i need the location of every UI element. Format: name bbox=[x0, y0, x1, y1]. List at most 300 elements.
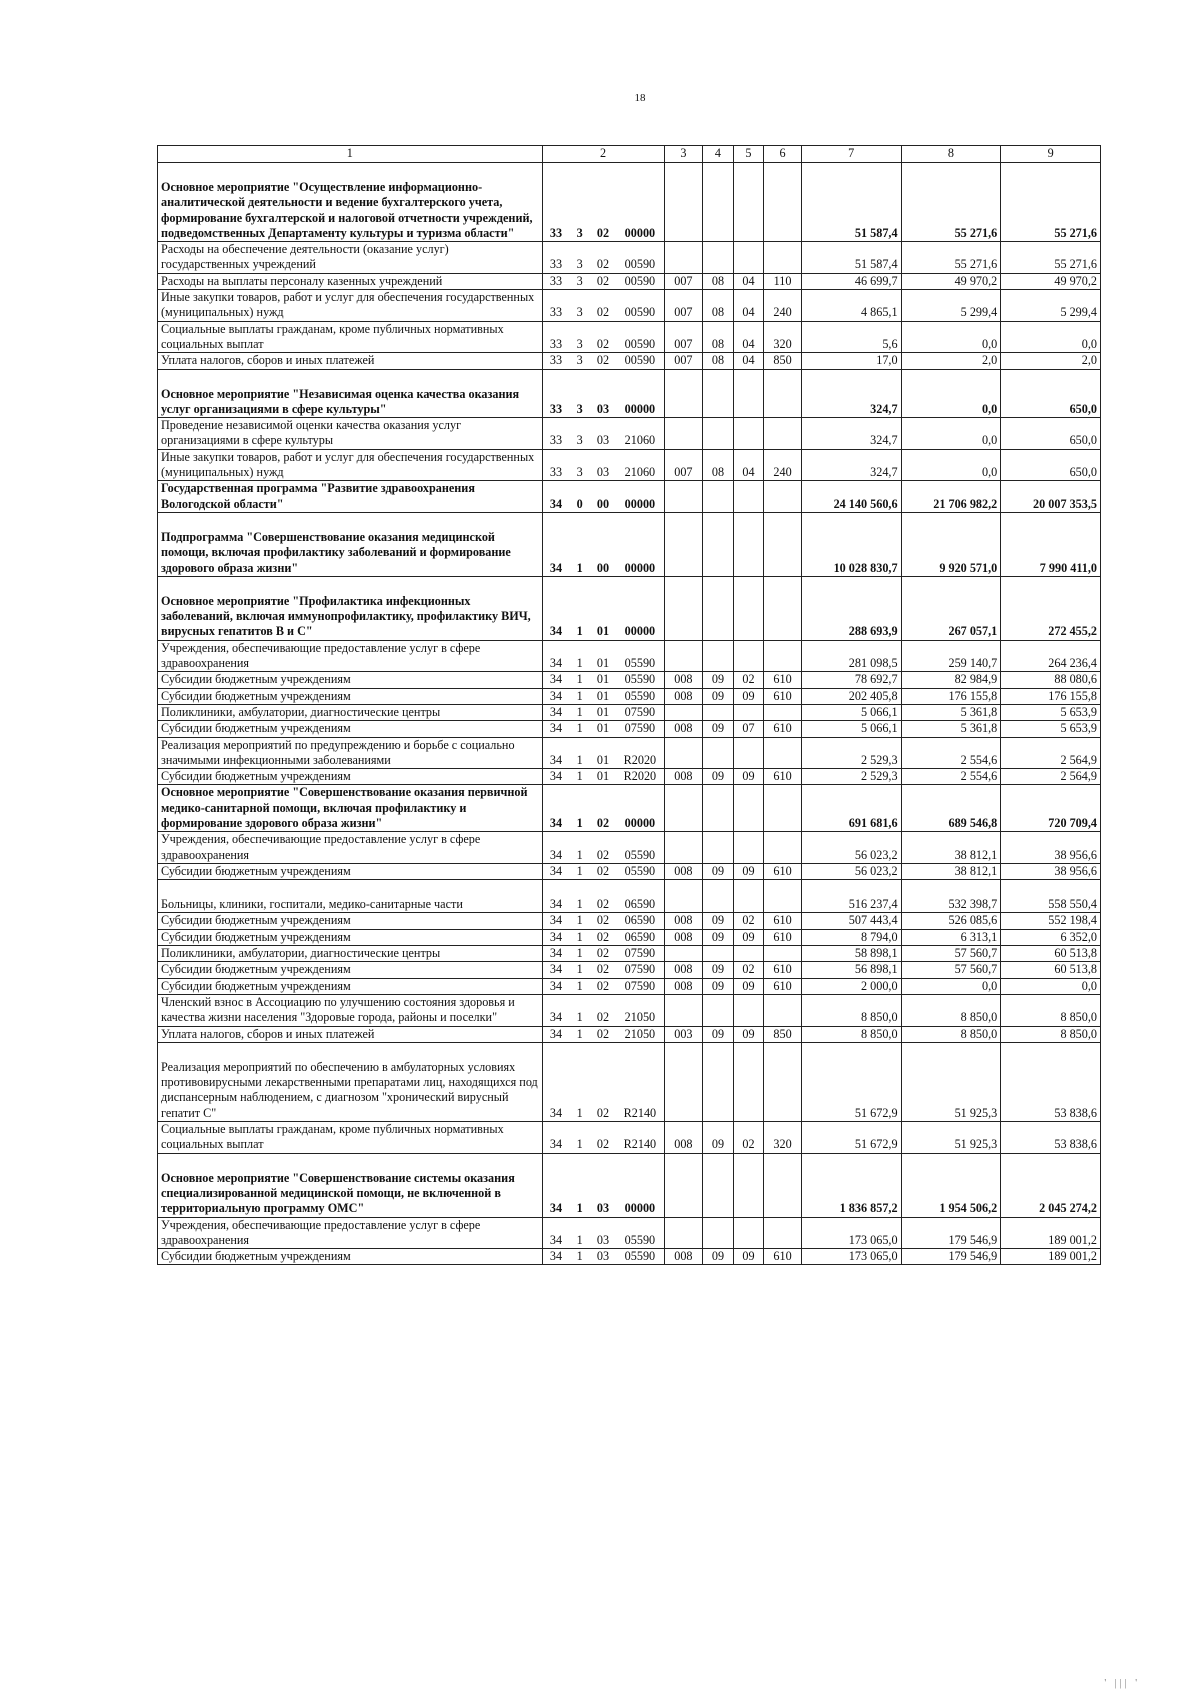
code-program: 33 bbox=[542, 242, 569, 274]
code-subprogram: 3 bbox=[569, 321, 589, 353]
code-gr bbox=[664, 704, 703, 720]
code-activity: 03 bbox=[590, 369, 616, 418]
value-col8: 532 398,7 bbox=[901, 880, 1001, 913]
code-gr: 008 bbox=[664, 863, 703, 879]
row-name: Социальные выплаты гражданам, кроме публичных нормативных социальных выплат bbox=[158, 1122, 543, 1154]
value-col8: 55 271,6 bbox=[901, 242, 1001, 274]
table-row bbox=[158, 242, 1101, 274]
value-col7: 51 587,4 bbox=[801, 163, 901, 242]
table-row bbox=[158, 273, 1101, 289]
col-header-9: 9 bbox=[1001, 146, 1101, 163]
code-activity: 01 bbox=[590, 672, 616, 688]
value-col9: 2 045 274,2 bbox=[1001, 1153, 1101, 1217]
value-col7: 58 898,1 bbox=[801, 946, 901, 962]
code-activity: 01 bbox=[590, 737, 616, 769]
table-row bbox=[158, 481, 1101, 513]
code-vr: 610 bbox=[764, 978, 802, 994]
code-rz bbox=[703, 418, 734, 450]
code-program: 34 bbox=[542, 1249, 569, 1265]
code-gr bbox=[664, 242, 703, 274]
code-program: 33 bbox=[542, 273, 569, 289]
value-col7: 324,7 bbox=[801, 369, 901, 418]
code-gr: 008 bbox=[664, 929, 703, 945]
code-subprogram: 0 bbox=[569, 481, 589, 513]
code-subprogram: 1 bbox=[569, 737, 589, 769]
row-name: Основное мероприятие "Совершенствование оказания первичной медико-санитарной помощи, включая профилактику и формирование здорового образа жизни" bbox=[158, 785, 543, 832]
code-program: 34 bbox=[542, 880, 569, 913]
header-row bbox=[158, 146, 1101, 163]
code-program: 34 bbox=[542, 576, 569, 640]
code-activity: 01 bbox=[590, 721, 616, 737]
table-row bbox=[158, 863, 1101, 879]
code-program: 33 bbox=[542, 449, 569, 481]
code-pr: 09 bbox=[733, 688, 764, 704]
code-pr bbox=[733, 242, 764, 274]
code-pr bbox=[733, 946, 764, 962]
row-name: Учреждения, обеспечивающие предоставление услуг в сфере здравоохранения bbox=[158, 1217, 543, 1249]
code-pr: 02 bbox=[733, 672, 764, 688]
code-gr bbox=[664, 576, 703, 640]
code-activity: 03 bbox=[590, 1217, 616, 1249]
row-name: Субсидии бюджетным учреждениям bbox=[158, 962, 543, 978]
col-header-1: 1 bbox=[158, 146, 543, 163]
value-col7: 5,6 bbox=[801, 321, 901, 353]
code-pr bbox=[733, 994, 764, 1026]
code-rz bbox=[703, 1217, 734, 1249]
code-program: 34 bbox=[542, 704, 569, 720]
row-name: Учреждения, обеспечивающие предоставление услуг в сфере здравоохранения bbox=[158, 832, 543, 864]
value-col7: 288 693,9 bbox=[801, 576, 901, 640]
value-col7: 173 065,0 bbox=[801, 1217, 901, 1249]
value-col8: 267 057,1 bbox=[901, 576, 1001, 640]
code-gr: 008 bbox=[664, 769, 703, 785]
value-col7: 691 681,6 bbox=[801, 785, 901, 832]
code-rz: 09 bbox=[703, 1249, 734, 1265]
code-subprogram: 1 bbox=[569, 721, 589, 737]
code-vr: 110 bbox=[764, 273, 802, 289]
code-subprogram: 1 bbox=[569, 994, 589, 1026]
row-name: Больницы, клиники, госпитали, медико-санитарные части bbox=[158, 880, 543, 913]
code-program: 34 bbox=[542, 913, 569, 929]
code-activity: 01 bbox=[590, 704, 616, 720]
code-direction: 00000 bbox=[616, 512, 664, 576]
code-pr: 04 bbox=[733, 449, 764, 481]
code-program: 33 bbox=[542, 418, 569, 450]
value-col7: 51 672,9 bbox=[801, 1122, 901, 1154]
table-row bbox=[158, 785, 1101, 832]
code-program: 34 bbox=[542, 737, 569, 769]
code-rz: 09 bbox=[703, 688, 734, 704]
table-row bbox=[158, 418, 1101, 450]
code-activity: 01 bbox=[590, 688, 616, 704]
table-row bbox=[158, 946, 1101, 962]
code-direction: 00590 bbox=[616, 273, 664, 289]
code-pr: 09 bbox=[733, 863, 764, 879]
code-activity: 01 bbox=[590, 640, 616, 672]
code-activity: 02 bbox=[590, 242, 616, 274]
row-name: Основное мероприятие "Независимая оценка качества оказания услуг организациями в сфере культуры" bbox=[158, 369, 543, 418]
code-activity: 02 bbox=[590, 1026, 616, 1042]
value-col9: 88 080,6 bbox=[1001, 672, 1101, 688]
value-col8: 689 546,8 bbox=[901, 785, 1001, 832]
value-col9: 650,0 bbox=[1001, 449, 1101, 481]
code-direction: 06590 bbox=[616, 880, 664, 913]
value-col9: 60 513,8 bbox=[1001, 946, 1101, 962]
table-row bbox=[158, 769, 1101, 785]
code-gr: 007 bbox=[664, 290, 703, 322]
code-program: 34 bbox=[542, 640, 569, 672]
code-gr bbox=[664, 785, 703, 832]
value-col8: 0,0 bbox=[901, 418, 1001, 450]
value-col9: 6 352,0 bbox=[1001, 929, 1101, 945]
value-col7: 24 140 560,6 bbox=[801, 481, 901, 513]
value-col7: 8 794,0 bbox=[801, 929, 901, 945]
code-subprogram: 1 bbox=[569, 576, 589, 640]
code-activity: 02 bbox=[590, 994, 616, 1026]
code-gr: 007 bbox=[664, 321, 703, 353]
code-activity: 02 bbox=[590, 913, 616, 929]
code-subprogram: 1 bbox=[569, 978, 589, 994]
value-col7: 173 065,0 bbox=[801, 1249, 901, 1265]
value-col9: 20 007 353,5 bbox=[1001, 481, 1101, 513]
code-vr bbox=[764, 832, 802, 864]
code-activity: 02 bbox=[590, 863, 616, 879]
code-rz: 09 bbox=[703, 978, 734, 994]
value-col7: 56 023,2 bbox=[801, 832, 901, 864]
code-rz bbox=[703, 512, 734, 576]
code-pr: 02 bbox=[733, 962, 764, 978]
code-gr bbox=[664, 737, 703, 769]
value-col9: 0,0 bbox=[1001, 978, 1101, 994]
row-name: Субсидии бюджетным учреждениям bbox=[158, 929, 543, 945]
value-col8: 38 812,1 bbox=[901, 863, 1001, 879]
code-activity: 02 bbox=[590, 832, 616, 864]
value-col9: 2 564,9 bbox=[1001, 737, 1101, 769]
scan-mark: ' ||| ' bbox=[1104, 1678, 1140, 1689]
value-col8: 21 706 982,2 bbox=[901, 481, 1001, 513]
code-activity: 02 bbox=[590, 785, 616, 832]
code-rz: 09 bbox=[703, 929, 734, 945]
code-gr bbox=[664, 832, 703, 864]
row-name: Субсидии бюджетным учреждениям bbox=[158, 978, 543, 994]
code-pr: 02 bbox=[733, 1122, 764, 1154]
code-subprogram: 1 bbox=[569, 512, 589, 576]
code-vr: 610 bbox=[764, 913, 802, 929]
col-header-5: 5 bbox=[733, 146, 764, 163]
code-pr bbox=[733, 512, 764, 576]
value-col9: 8 850,0 bbox=[1001, 994, 1101, 1026]
code-direction: 05590 bbox=[616, 640, 664, 672]
code-program: 34 bbox=[542, 512, 569, 576]
code-rz bbox=[703, 737, 734, 769]
value-col7: 2 529,3 bbox=[801, 769, 901, 785]
code-vr: 610 bbox=[764, 721, 802, 737]
code-direction: 00000 bbox=[616, 369, 664, 418]
code-rz: 09 bbox=[703, 672, 734, 688]
code-program: 34 bbox=[542, 863, 569, 879]
row-name: Иные закупки товаров, работ и услуг для обеспечения государственных (муниципальных) нужд bbox=[158, 290, 543, 322]
code-rz: 09 bbox=[703, 769, 734, 785]
code-activity: 00 bbox=[590, 512, 616, 576]
code-direction: 05590 bbox=[616, 688, 664, 704]
code-pr: 09 bbox=[733, 1026, 764, 1042]
code-gr bbox=[664, 880, 703, 913]
value-col9: 272 455,2 bbox=[1001, 576, 1101, 640]
value-col9: 5 299,4 bbox=[1001, 290, 1101, 322]
value-col9: 53 838,6 bbox=[1001, 1122, 1101, 1154]
code-direction: R2140 bbox=[616, 1042, 664, 1121]
code-pr bbox=[733, 640, 764, 672]
table-row bbox=[158, 737, 1101, 769]
code-program: 34 bbox=[542, 721, 569, 737]
value-col9: 55 271,6 bbox=[1001, 242, 1101, 274]
code-direction: 21050 bbox=[616, 994, 664, 1026]
value-col8: 2 554,6 bbox=[901, 737, 1001, 769]
value-col9: 8 850,0 bbox=[1001, 1026, 1101, 1042]
code-rz: 09 bbox=[703, 1026, 734, 1042]
code-rz bbox=[703, 832, 734, 864]
value-col9: 38 956,6 bbox=[1001, 832, 1101, 864]
row-name: Основное мероприятие "Совершенствование системы оказания специализированной медицинской помощи, не включенной в территориальную программу ОМС" bbox=[158, 1153, 543, 1217]
code-vr bbox=[764, 418, 802, 450]
code-gr bbox=[664, 163, 703, 242]
value-col7: 5 066,1 bbox=[801, 704, 901, 720]
table-row bbox=[158, 576, 1101, 640]
code-direction: R2140 bbox=[616, 1122, 664, 1154]
code-gr: 008 bbox=[664, 672, 703, 688]
row-name: Поликлиники, амбулатории, диагностические центры bbox=[158, 704, 543, 720]
code-activity: 02 bbox=[590, 163, 616, 242]
code-vr bbox=[764, 481, 802, 513]
row-name: Субсидии бюджетным учреждениям bbox=[158, 672, 543, 688]
code-pr bbox=[733, 832, 764, 864]
table-row bbox=[158, 688, 1101, 704]
table-row bbox=[158, 672, 1101, 688]
code-vr: 240 bbox=[764, 449, 802, 481]
value-col8: 82 984,9 bbox=[901, 672, 1001, 688]
value-col8: 5 361,8 bbox=[901, 704, 1001, 720]
code-program: 34 bbox=[542, 1042, 569, 1121]
value-col8: 0,0 bbox=[901, 369, 1001, 418]
code-rz bbox=[703, 1042, 734, 1121]
budget-table bbox=[157, 145, 1101, 1265]
table-row bbox=[158, 1249, 1101, 1265]
value-col8: 176 155,8 bbox=[901, 688, 1001, 704]
value-col8: 51 925,3 bbox=[901, 1042, 1001, 1121]
code-rz bbox=[703, 576, 734, 640]
value-col7: 4 865,1 bbox=[801, 290, 901, 322]
code-activity: 02 bbox=[590, 929, 616, 945]
code-vr bbox=[764, 994, 802, 1026]
code-direction: 00590 bbox=[616, 290, 664, 322]
table-row bbox=[158, 1217, 1101, 1249]
code-gr: 008 bbox=[664, 962, 703, 978]
value-col8: 57 560,7 bbox=[901, 962, 1001, 978]
code-gr: 007 bbox=[664, 353, 703, 369]
code-pr: 09 bbox=[733, 978, 764, 994]
code-vr bbox=[764, 1217, 802, 1249]
value-col9: 2,0 bbox=[1001, 353, 1101, 369]
code-activity: 02 bbox=[590, 353, 616, 369]
row-name: Реализация мероприятий по предупреждению и борьбе с социально значимыми инфекционными заболеваниями bbox=[158, 737, 543, 769]
col-header-4: 4 bbox=[703, 146, 734, 163]
code-rz: 08 bbox=[703, 321, 734, 353]
code-pr bbox=[733, 880, 764, 913]
row-name: Государственная программа "Развитие здравоохранения Вологодской области" bbox=[158, 481, 543, 513]
code-program: 33 bbox=[542, 321, 569, 353]
code-rz bbox=[703, 640, 734, 672]
value-col8: 526 085,6 bbox=[901, 913, 1001, 929]
value-col8: 179 546,9 bbox=[901, 1249, 1001, 1265]
code-activity: 02 bbox=[590, 880, 616, 913]
code-vr: 240 bbox=[764, 290, 802, 322]
code-direction: 00000 bbox=[616, 1153, 664, 1217]
code-program: 34 bbox=[542, 785, 569, 832]
value-col8: 0,0 bbox=[901, 321, 1001, 353]
code-gr: 008 bbox=[664, 913, 703, 929]
code-subprogram: 1 bbox=[569, 640, 589, 672]
table-row bbox=[158, 321, 1101, 353]
code-direction: 05590 bbox=[616, 1249, 664, 1265]
table-row bbox=[158, 1026, 1101, 1042]
table-row bbox=[158, 163, 1101, 242]
code-gr bbox=[664, 1153, 703, 1217]
table-row bbox=[158, 880, 1101, 913]
value-col9: 5 653,9 bbox=[1001, 721, 1101, 737]
code-pr: 02 bbox=[733, 913, 764, 929]
value-col8: 55 271,6 bbox=[901, 163, 1001, 242]
code-direction: 21060 bbox=[616, 449, 664, 481]
code-rz: 09 bbox=[703, 913, 734, 929]
table-row bbox=[158, 512, 1101, 576]
code-direction: 05590 bbox=[616, 863, 664, 879]
code-rz: 08 bbox=[703, 290, 734, 322]
code-rz bbox=[703, 481, 734, 513]
value-col7: 324,7 bbox=[801, 418, 901, 450]
value-col7: 2 529,3 bbox=[801, 737, 901, 769]
code-activity: 03 bbox=[590, 1249, 616, 1265]
value-col8: 0,0 bbox=[901, 978, 1001, 994]
code-direction: 07590 bbox=[616, 962, 664, 978]
code-direction: 07590 bbox=[616, 978, 664, 994]
code-gr bbox=[664, 1217, 703, 1249]
code-vr: 610 bbox=[764, 688, 802, 704]
code-direction: 07590 bbox=[616, 721, 664, 737]
value-col9: 55 271,6 bbox=[1001, 163, 1101, 242]
value-col9: 176 155,8 bbox=[1001, 688, 1101, 704]
code-program: 34 bbox=[542, 688, 569, 704]
value-col7: 8 850,0 bbox=[801, 994, 901, 1026]
code-program: 34 bbox=[542, 994, 569, 1026]
row-name: Субсидии бюджетным учреждениям bbox=[158, 863, 543, 879]
code-vr: 610 bbox=[764, 929, 802, 945]
code-program: 34 bbox=[542, 832, 569, 864]
code-program: 34 bbox=[542, 978, 569, 994]
code-program: 34 bbox=[542, 1153, 569, 1217]
code-subprogram: 1 bbox=[569, 880, 589, 913]
code-gr bbox=[664, 481, 703, 513]
code-direction: 07590 bbox=[616, 946, 664, 962]
code-subprogram: 1 bbox=[569, 1249, 589, 1265]
code-pr bbox=[733, 369, 764, 418]
value-col8: 8 850,0 bbox=[901, 1026, 1001, 1042]
code-activity: 00 bbox=[590, 481, 616, 513]
value-col8: 49 970,2 bbox=[901, 273, 1001, 289]
code-subprogram: 3 bbox=[569, 163, 589, 242]
code-pr bbox=[733, 163, 764, 242]
code-program: 33 bbox=[542, 369, 569, 418]
value-col9: 53 838,6 bbox=[1001, 1042, 1101, 1121]
code-gr: 008 bbox=[664, 978, 703, 994]
code-rz: 09 bbox=[703, 863, 734, 879]
code-rz: 08 bbox=[703, 273, 734, 289]
code-activity: 02 bbox=[590, 273, 616, 289]
code-activity: 02 bbox=[590, 962, 616, 978]
col-header-8: 8 bbox=[901, 146, 1001, 163]
code-vr bbox=[764, 242, 802, 274]
code-vr bbox=[764, 785, 802, 832]
col-header-2: 2 bbox=[542, 146, 664, 163]
code-program: 33 bbox=[542, 163, 569, 242]
value-col7: 17,0 bbox=[801, 353, 901, 369]
value-col7: 56 898,1 bbox=[801, 962, 901, 978]
code-rz bbox=[703, 946, 734, 962]
code-gr: 008 bbox=[664, 1249, 703, 1265]
table-body bbox=[158, 163, 1101, 1265]
value-col7: 78 692,7 bbox=[801, 672, 901, 688]
code-program: 34 bbox=[542, 1026, 569, 1042]
code-vr bbox=[764, 946, 802, 962]
code-activity: 02 bbox=[590, 1042, 616, 1121]
row-name: Расходы на обеспечение деятельности (оказание услуг) государственных учреждений bbox=[158, 242, 543, 274]
code-vr bbox=[764, 880, 802, 913]
code-direction: R2020 bbox=[616, 737, 664, 769]
table-row bbox=[158, 832, 1101, 864]
value-col9: 558 550,4 bbox=[1001, 880, 1101, 913]
code-direction: 21060 bbox=[616, 418, 664, 450]
code-activity: 02 bbox=[590, 290, 616, 322]
code-subprogram: 1 bbox=[569, 1153, 589, 1217]
code-subprogram: 1 bbox=[569, 769, 589, 785]
code-vr bbox=[764, 163, 802, 242]
table-row bbox=[158, 978, 1101, 994]
code-rz bbox=[703, 163, 734, 242]
value-col8: 1 954 506,2 bbox=[901, 1153, 1001, 1217]
code-direction: 05590 bbox=[616, 672, 664, 688]
code-pr: 04 bbox=[733, 321, 764, 353]
code-subprogram: 1 bbox=[569, 785, 589, 832]
code-pr: 09 bbox=[733, 769, 764, 785]
row-name: Субсидии бюджетным учреждениям bbox=[158, 913, 543, 929]
code-pr bbox=[733, 1042, 764, 1121]
code-pr bbox=[733, 704, 764, 720]
value-col7: 516 237,4 bbox=[801, 880, 901, 913]
value-col7: 51 587,4 bbox=[801, 242, 901, 274]
table-row bbox=[158, 704, 1101, 720]
code-vr: 610 bbox=[764, 863, 802, 879]
code-rz: 09 bbox=[703, 721, 734, 737]
code-pr: 04 bbox=[733, 273, 764, 289]
value-col7: 324,7 bbox=[801, 449, 901, 481]
code-subprogram: 1 bbox=[569, 704, 589, 720]
code-pr bbox=[733, 481, 764, 513]
code-activity: 02 bbox=[590, 978, 616, 994]
code-vr: 610 bbox=[764, 1249, 802, 1265]
code-rz: 08 bbox=[703, 449, 734, 481]
code-program: 33 bbox=[542, 290, 569, 322]
value-col9: 720 709,4 bbox=[1001, 785, 1101, 832]
code-subprogram: 3 bbox=[569, 290, 589, 322]
